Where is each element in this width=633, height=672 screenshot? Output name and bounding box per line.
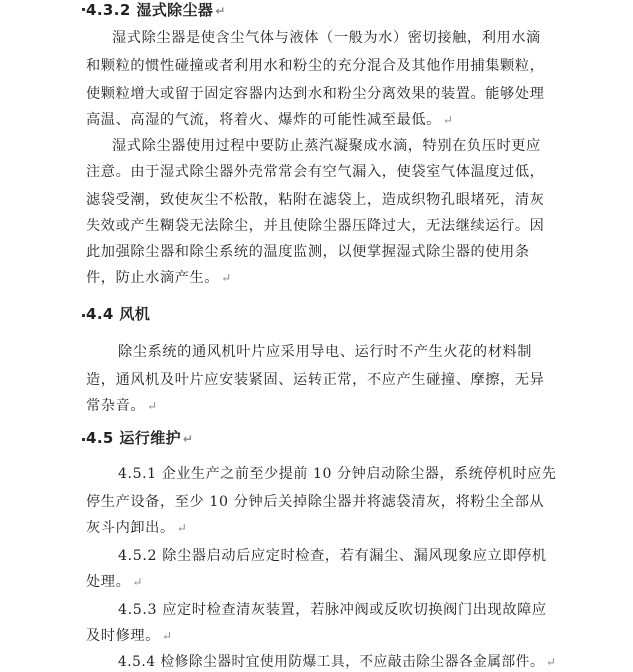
list-bullet (82, 438, 85, 441)
list-bullet (82, 314, 85, 317)
section-heading-4-4: 4.4 风机 (86, 305, 151, 323)
paragraph-line: 滤袋受潮，致使灰尘不松散，粘附在滤袋上，造成织物孔眼堵死，清灰 (86, 192, 545, 208)
paragraph-line: 此加强除尘器和除尘系统的温度监测，以便掌握湿式除尘器的使用条 (86, 244, 530, 260)
paragraph-line: 常杂音。 ↵ (86, 398, 158, 414)
paragraph-line: 件，防止水滴产生。 ↵ (86, 270, 232, 286)
section-heading-4-5: 4.5 运行维护 ↵ (86, 429, 194, 447)
paragraph-line: 4.5.4 检修除尘器时宜使用防爆工具，不应敲击除尘器各金属部件。 ↵ (118, 654, 557, 670)
paragraph-line: 及时修理。 ↵ (86, 628, 173, 644)
paragraph-line: 注意。由于湿式除尘器外壳常常会有空气漏入，使袋室气体温度过低， (86, 164, 545, 180)
paragraph-line: 4.5.2 除尘器启动后应定时检查，若有漏尘、漏风现象应立即停机 (118, 548, 547, 564)
section-heading-4-3-2: 4.3.2 湿式除尘器 ↵ (86, 1, 226, 19)
paragraph-line: 造，通风机及叶片应安装紧固、运转正常，不应产生碰撞、摩擦，无异 (86, 372, 545, 388)
paragraph-line: 处理。 ↵ (86, 574, 144, 590)
paragraph-line: 除尘系统的通风机叶片应采用导电、运行时不产生火花的材料制 (118, 344, 533, 360)
list-bullet (82, 8, 85, 11)
paragraph-line: 高温、高湿的气流，将着火、爆炸的可能性减至最低。 ↵ (86, 112, 454, 128)
paragraph-line: 4.5.1 企业生产之前至少提前 10 分钟启动除尘器，系统停机时应先 (118, 466, 557, 482)
paragraph-line: 灰斗内卸出。 ↵ (86, 520, 188, 536)
paragraph-line: 使颗粒增大或留于固定容器内达到水和粉尘分离效果的装置。能够处理 (86, 86, 545, 102)
paragraph-line: 停生产设备，至少 10 分钟后关掉除尘器并将滤袋清灰，将粉尘全部从 (86, 494, 545, 510)
paragraph-line: 4.5.3 应定时检查清灰装置，若脉冲阀或反吹切换阀门出现故障应 (118, 602, 547, 618)
paragraph-line: 失效或产生糊袋无法除尘，并且使除尘器压降过大，无法继续运行。因 (86, 218, 545, 234)
paragraph-line: 和颗粒的惯性碰撞或者利用水和粉尘的充分混合及其他作用捕集颗粒， (86, 58, 545, 74)
paragraph-line: 湿式除尘器是使含尘气体与液体（一般为水）密切接触，利用水滴 (112, 30, 541, 46)
paragraph-line: 湿式除尘器使用过程中要防止蒸汽凝聚成水滴，特别在负压时更应 (112, 138, 541, 154)
